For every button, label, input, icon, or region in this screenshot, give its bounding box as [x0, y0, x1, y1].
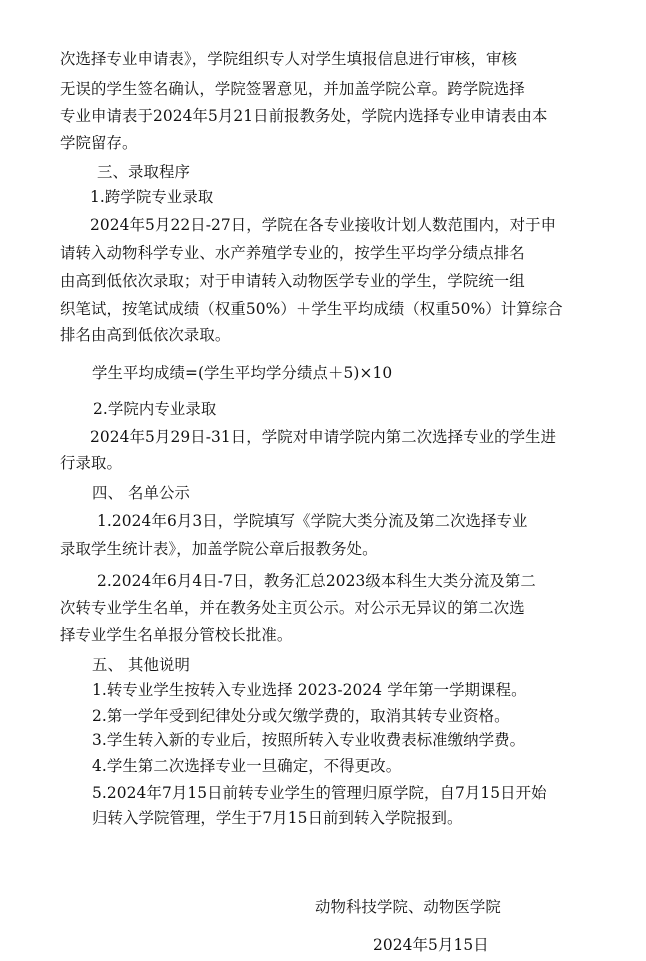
body-text-line: 1.2024年6月3日，学院填写《学院大类分流及第二次选择专业 — [97, 512, 528, 530]
body-text-line: 次转专业学生名单，并在教务处主页公示。对公示无异议的第二次选 — [60, 599, 525, 617]
signature-org: 动物科技学院、动物医学院 — [315, 898, 501, 916]
body-text-line: 请转入动物科学专业、水产养殖学专业的，按学生平均学分绩点排名 — [60, 244, 525, 262]
section-heading-5: 五、 其他说明 — [92, 656, 190, 674]
body-text-line: 排名由高到低依次录取。 — [60, 326, 231, 344]
body-text-line: 织笔试，按笔试成绩（权重50%）＋学生平均成绩（权重50%）计算综合 — [60, 300, 563, 318]
body-text-line: 择专业学生名单报分管校长批准。 — [60, 626, 293, 644]
list-item: 4.学生第二次选择专业一旦确定，不得更改。 — [92, 757, 402, 775]
list-item: 归转入学院管理，学生于7月15日前到转入学院报到。 — [92, 809, 463, 827]
list-item: 1.转专业学生按转入专业选择 2023-2024 学年第一学期课程。 — [92, 681, 527, 699]
body-text-line: 录取学生统计表》，加盖学院公章后报教务处。 — [60, 540, 378, 558]
body-text-line: 由高到低依次录取；对于申请转入动物医学专业的学生，学院统一组 — [60, 272, 525, 290]
body-text-line: 2024年5月22日-27日，学院在各专业接收计划人数范围内，对于申 — [90, 216, 557, 234]
list-item: 2.第一学年受到纪律处分或欠缴学费的，取消其转专业资格。 — [92, 707, 510, 725]
body-text-line: 专业申请表于2024年5月21日前报教务处，学院内选择专业申请表由本 — [60, 107, 548, 125]
body-text-line: 次选择专业申请表》，学院组织专人对学生填报信息进行审核，审核 — [60, 50, 518, 68]
body-text-line: 学院留存。 — [60, 134, 138, 152]
subsection-heading-2: 2.学院内专业录取 — [93, 400, 217, 418]
formula: 学生平均成绩=(学生平均学分绩点＋5)×10 — [92, 364, 393, 382]
subsection-heading-1: 1.跨学院专业录取 — [90, 188, 214, 206]
body-text-line: 2024年5月29日-31日，学院对申请学院内第二次选择专业的学生进 — [90, 428, 557, 446]
body-text-line: 2.2024年6月4日-7日，教务汇总2023级本科生大类分流及第二 — [97, 572, 536, 590]
body-text-line: 行录取。 — [60, 454, 122, 472]
section-heading-4: 四、 名单公示 — [92, 484, 190, 502]
list-item: 3.学生转入新的专业后，按照所转入专业收费表标准缴纳学费。 — [92, 731, 526, 749]
signature-date: 2024年5月15日 — [373, 936, 489, 954]
body-text-line: 无误的学生签名确认，学院签署意见，并加盖学院公章。跨学院选择 — [60, 80, 525, 98]
section-heading-3: 三、录取程序 — [97, 163, 190, 181]
list-item: 5.2024年7月15日前转专业学生的管理归原学院，自7月15日开始 — [92, 784, 547, 802]
